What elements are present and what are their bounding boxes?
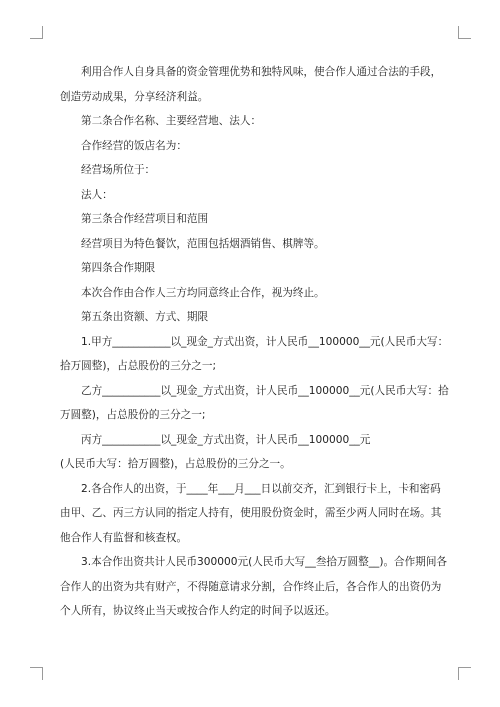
total-capital-paragraph: 3.本合作出资共计人民币300000元(人民币大写__叁拾万圆整__)。合作期间各合作人的出资为共有财产，不得随意请求分割，合作终止后，各合作人的出资仍为个人所有，协议终止当天或按合作人约定的时间予以返还。 xyxy=(60,556,448,617)
party-a-contribution-line-1: 1.甲方___________以_现金_方式出资，计人民币__100000__元(人民币大写： xyxy=(81,335,449,348)
party-a-contribution-line-2: 拾万圆整)，占总股份的三分之一; xyxy=(60,360,217,372)
party-b-contribution-line-1: 乙方___________以_现金_方式出资，计人民币__100000__元(人民币大写：拾 xyxy=(81,384,449,397)
crop-mark-top-right xyxy=(458,26,471,39)
party-c-contribution-line-1: 丙方___________以_现金_方式出资，计人民币__100000__元 xyxy=(81,433,371,446)
article-3-heading: 第三条合作经营项目和范围 xyxy=(81,213,209,225)
crop-mark-bottom-right xyxy=(458,667,471,680)
business-scope-paragraph: 经营项目为特色餐饮，范围包括烟酒销售、棋牌等。 xyxy=(81,237,325,250)
article-2-heading: 第二条合作名称、主要经营地、法人： xyxy=(81,115,262,127)
cooperation-term-paragraph: 本次合作由合作人三方均同意终止合作，视为终止。 xyxy=(81,286,325,299)
business-location-line: 经营场所位于： xyxy=(81,164,156,176)
payment-deadline-paragraph: 2.各合作人的出资，于____年___月___日以前交齐，汇到银行卡上，卡和密码由甲、乙、丙三方认同的指定人持有，使用股份资金时，需至少两人同时在场。其他合作人有监督和核查权。 xyxy=(60,482,442,544)
restaurant-name-line: 合作经营的饭店名为： xyxy=(81,139,187,152)
document-body xyxy=(60,60,450,624)
party-b-contribution-line-2: 万圆整)，占总股份的三分之一; xyxy=(60,409,206,421)
crop-mark-top-left xyxy=(30,26,43,39)
crop-mark-bottom-left xyxy=(30,667,43,680)
party-c-contribution-line-2: (人民币大写：拾万圆整)，占总股份的三分之一。 xyxy=(60,458,291,470)
article-5-heading: 第五条出资额、方式、期限 xyxy=(81,311,209,323)
intro-paragraph: 利用合作人自身具备的资金管理优势和独特风味，使合作人通过合法的手段，创造劳动成果，分享经济利益。 xyxy=(60,66,442,103)
article-4-heading: 第四条合作期限 xyxy=(81,262,156,274)
legal-person-line: 法人： xyxy=(81,188,113,201)
